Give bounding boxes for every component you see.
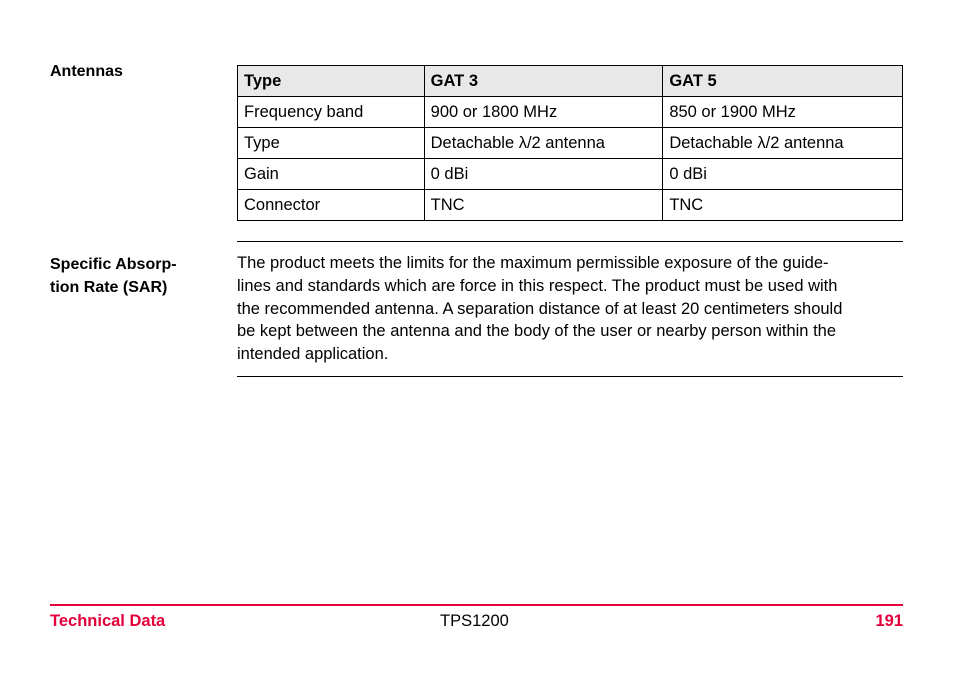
column-header: GAT 5 (663, 66, 903, 97)
footer-product-name: TPS1200 (440, 612, 509, 630)
paragraph-line: The product meets the limits for the maximum permissible exposure of the guide- (237, 254, 829, 272)
table-cell: Detachable λ/2 antenna (424, 128, 663, 159)
table-row (238, 97, 903, 128)
column-header: Type (238, 66, 425, 97)
table-cell: TNC (424, 190, 663, 221)
sar-heading-line: tion Rate (SAR) (50, 279, 168, 296)
antenna-spec-table (237, 65, 903, 221)
footer-section-title: Technical Data (50, 612, 166, 630)
table-row (238, 159, 903, 190)
table-cell: Detachable λ/2 antenna (663, 128, 903, 159)
table-row (238, 190, 903, 221)
sar-heading (50, 253, 210, 299)
sar-heading-line: Specific Absorp- (50, 256, 177, 273)
paragraph-line: lines and standards which are force in this respect. The product must be used with (237, 276, 838, 295)
sar-paragraph (237, 252, 905, 366)
table-cell: Gain (238, 159, 425, 190)
table-cell: Connector (238, 190, 425, 221)
column-header: GAT 3 (424, 66, 663, 97)
table-cell: 0 dBi (424, 159, 663, 190)
paragraph-line: intended application. (237, 345, 389, 364)
section-divider (237, 376, 903, 377)
table-header-row (238, 66, 903, 97)
table-cell: 900 or 1800 MHz (424, 97, 663, 128)
table-row (238, 128, 903, 159)
paragraph-line: the recommended antenna. A separation distance of at least 20 centimeters should (237, 299, 843, 318)
section-divider (237, 241, 903, 242)
table-cell: TNC (663, 190, 903, 221)
paragraph-line: be kept between the antenna and the body of the user or nearby person within the (237, 322, 837, 341)
table-cell: 850 or 1900 MHz (663, 97, 903, 128)
table-cell: Type (238, 128, 425, 159)
antennas-heading: Antennas (50, 63, 123, 80)
table-cell: 0 dBi (663, 159, 903, 190)
table-cell: Frequency band (238, 97, 425, 128)
page-number: 191 (875, 612, 903, 630)
footer-rule (50, 604, 903, 606)
